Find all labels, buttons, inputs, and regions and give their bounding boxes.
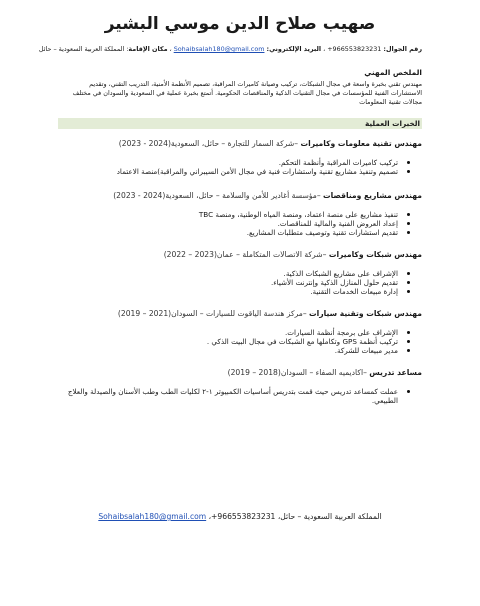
footer-contact: المملكة العربية السعودية – حائل، +966553823231، Sohaibsalah180@gmail.com [98, 512, 382, 521]
summary-title: الملخص المهني [364, 68, 422, 78]
job-meta: –شركة الاتصالات المتكاملة – عمان(2023 – 2022) [163, 249, 329, 259]
job-entry [58, 139, 422, 177]
candidate-name: صهيب صلاح الدين موسي البشير [104, 14, 376, 34]
job-meta: –اكاديميه الصفاء – السودان(2018 – 2019) [227, 367, 370, 377]
job-meta: –مؤسسة أغادير للأمن والسلامة – حائل، السعودية(2024 - 2023) [113, 190, 324, 200]
contact-line: رقم الجوال: +966553823231 ، البريد الإلكتروني: Sohaibsalah180@gmail.com ، مكان الإقامة: المملكة العربية السعودية – حائل [38, 45, 422, 53]
bullet-icon [407, 213, 410, 216]
job-tasks [58, 328, 422, 356]
job-tasks [58, 387, 422, 406]
job-entry [58, 250, 422, 297]
list-item: مدير مبيعات للشركة. [58, 346, 398, 355]
job-tasks [58, 269, 422, 297]
bullet-icon [407, 390, 410, 393]
list-item: إدارة مبيعات الخدمات التقنية. [58, 287, 398, 296]
bullet-icon [407, 281, 410, 284]
bullet-icon [407, 161, 410, 164]
bullet-icon [407, 272, 410, 275]
email-label: البريد الإلكتروني: [266, 45, 322, 53]
job-header [58, 250, 422, 260]
bullet-icon [407, 349, 410, 352]
job-header [58, 191, 422, 201]
bullet-icon [407, 340, 410, 343]
bullet-icon [407, 222, 410, 225]
summary-body: مهندس تقني بخبرة واسعة في مجال الشبكات، تركيب وصيانة كاميرات المراقبة، تصميم الأنظمة الأمنية، التدريب التقني، وتقديم الاستشارات الفنية للمؤسسات في مجال التقنيات الذكية والمناقصات الحكومية. أتمتع بخبرة عملية في السعودية والسودان في مختلف مجالات تقنية المعلومات [72, 80, 422, 106]
job-meta: –شركة السمار للتجارة – حائل، السعودية(2024 - 2023) [118, 139, 301, 149]
job-entry [58, 368, 422, 406]
phone-number: +966553823231 [327, 45, 382, 53]
list-item: عملت كمساعد تدريس حيث قمت بتدريس أساسيات الكمبيوتر ١-٢ لكليات الطب وطب الأسنان والصيدلة والعلاج الطبيعي. [58, 387, 398, 406]
job-title: مهندس تقنية معلومات وكاميرات [300, 139, 422, 149]
job-title: مهندس شبكات وتقنية سيارات [309, 308, 422, 318]
list-item: تصميم وتنفيذ مشاريع تقنية واستشارات فنية في مجال الأمن السيبراني والمراقبة)منصة الاعتماد [58, 167, 398, 176]
list-item: تركيب أنظمة GPS وتكاملها مع الشبكات في مجال البيت الذكي . [58, 337, 398, 346]
bullet-icon [407, 231, 410, 234]
job-meta: –مركز هندسة الياقوت للسيارات – السودان(2021 – 2019) [117, 308, 310, 318]
list-item: الإشراف على برمجة أنظمة السيارات. [58, 328, 398, 337]
job-tasks [58, 210, 422, 238]
list-item: تركيب كاميرات المراقبة وأنظمة التحكم. [58, 158, 398, 167]
job-header [58, 139, 422, 149]
job-title: مساعد تدريس [369, 367, 422, 377]
bullet-icon [407, 290, 410, 293]
job-title: مهندس شبكات وكاميرات [328, 249, 422, 259]
job-entry [58, 309, 422, 356]
list-item: إعداد العروض الفنية والمالية للمناقصات. [58, 219, 398, 228]
job-tasks [58, 158, 422, 177]
experience-section-title: الخبرات العملية [58, 118, 422, 129]
list-item: تنفيذ مشاريع على منصة اعتماد، ومنصة المياه الوطنية، ومنصة TBC [58, 210, 398, 219]
residence-label: مكان الإقامة [128, 45, 168, 53]
email-link[interactable]: Sohaibsalah180@gmail.com [173, 45, 265, 53]
job-header [58, 309, 422, 319]
footer-phone: +966553823231 [211, 512, 276, 521]
footer-location: المملكة العربية السعودية – حائل، [277, 512, 382, 521]
job-header [58, 368, 422, 378]
phone-label: رقم الجوال: [383, 45, 422, 53]
list-item: تقديم استشارات تقنية وتوصيف متطلبات المشاريع. [58, 228, 398, 237]
residence-value: المملكة العربية السعودية – حائل [38, 45, 125, 53]
bullet-icon [407, 170, 410, 173]
job-title: مهندس مشاريع ومناقصات [323, 190, 422, 200]
job-entry [58, 191, 422, 238]
list-item: الإشراف على مشاريع الشبكات الذكية. [58, 269, 398, 278]
bullet-icon [407, 331, 410, 334]
list-item: تقديم حلول المنازل الذكية وإنترنت الأشياء. [58, 278, 398, 287]
footer-email-link[interactable]: Sohaibsalah180@gmail.com [98, 512, 207, 521]
